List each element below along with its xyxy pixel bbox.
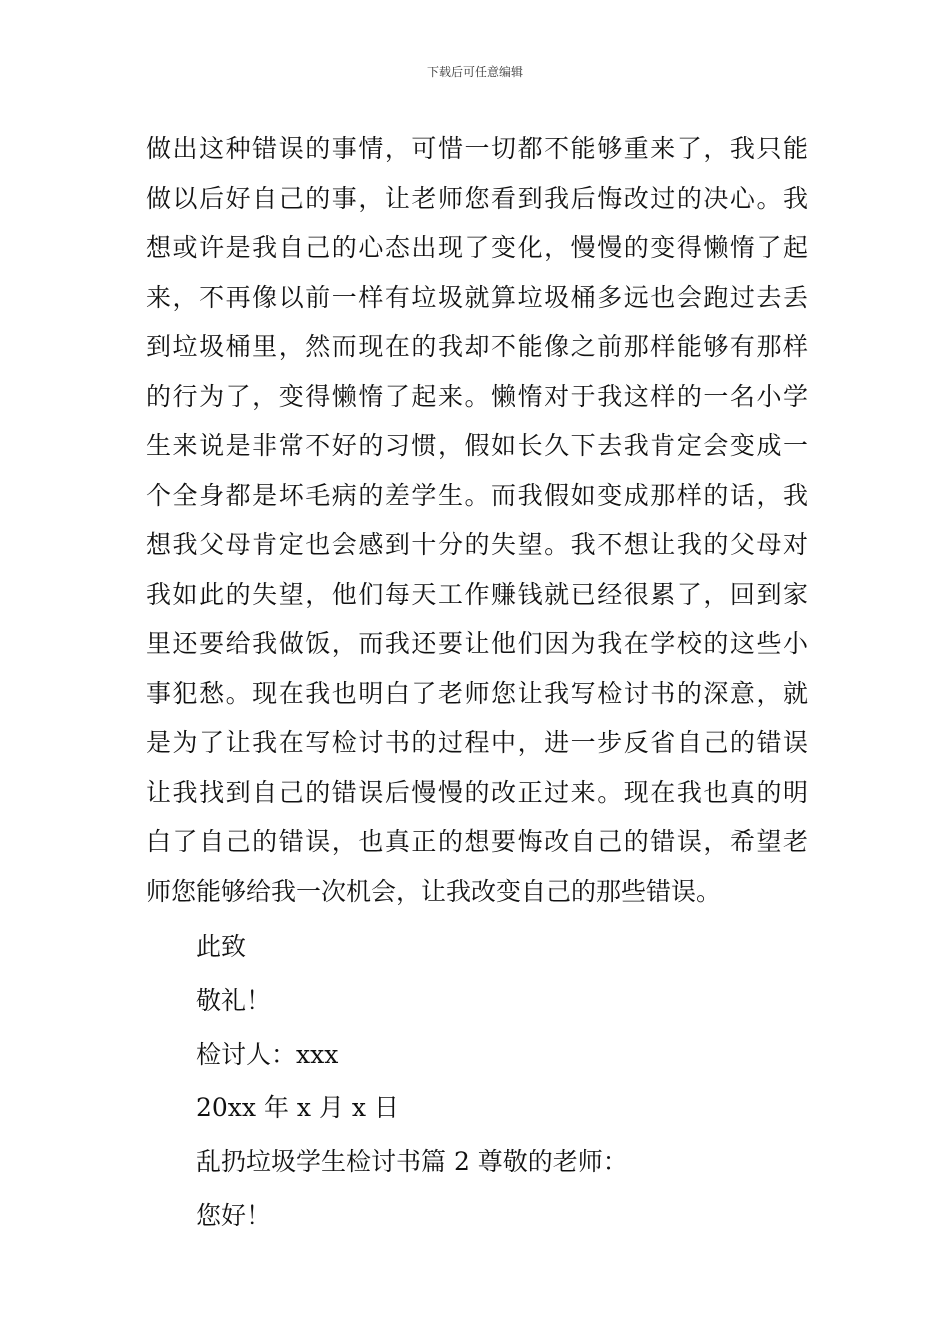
next-section-title: 乱扔垃圾学生检讨书篇 2 尊敬的老师： [196, 1147, 628, 1177]
document-body [146, 124, 808, 916]
body-line: 的行为了，变得懒惰了起来。懒惰对于我这样的一名小学 [146, 381, 808, 411]
body-line: 做出这种错误的事情，可惜一切都不能够重来了，我只能 [146, 134, 808, 163]
body-line: 想或许是我自己的心态出现了变化，慢慢的变得懒惰了起 [146, 233, 808, 262]
body-line: 到垃圾桶里，然而现在的我却不能像之前那样能够有那样 [146, 332, 808, 361]
body-line: 我如此的失望，他们每天工作赚钱就已经很累了，回到家 [146, 579, 808, 609]
body-line: 里还要给我做饭，而我还要让他们因为我在学校的这些小 [146, 629, 808, 658]
greeting: 您好！ [196, 1200, 272, 1230]
body-line: 想我父母肯定也会感到十分的失望。我不想让我的父母对 [146, 530, 808, 559]
salutation: 此致 [196, 932, 247, 961]
body-line: 生来说是非常不好的习惯，假如长久下去我肯定会变成一 [146, 431, 808, 460]
date-line: 20xx 年 x 月 x 日 [196, 1093, 399, 1123]
author-line: 检讨人：xxx [196, 1039, 339, 1069]
body-line: 来，不再像以前一样有垃圾就算垃圾桶多远也会跑过去丢 [146, 282, 808, 312]
body-line: 白了自己的错误，也真正的想要悔改自己的错误，希望老 [146, 827, 808, 856]
body-line: 做以后好自己的事，让老师您看到我后悔改过的决心。我 [146, 183, 808, 213]
regards: 敬礼！ [196, 985, 272, 1015]
body-line: 师您能够给我一次机会，让我改变自己的那些错误。 [146, 876, 722, 906]
body-line: 让我找到自己的错误后慢慢的改正过来。现在我也真的明 [146, 777, 808, 807]
body-line: 事犯愁。现在我也明白了老师您让我写检讨书的深意，就 [146, 678, 808, 708]
body-line: 是为了让我在写检讨书的过程中，进一步反省自己的错误 [146, 728, 808, 757]
body-line: 个全身都是坏毛病的差学生。而我假如变成那样的话，我 [146, 480, 808, 510]
page-header: 下载后可任意编辑 [426, 65, 523, 79]
letter-closing [196, 920, 808, 1243]
